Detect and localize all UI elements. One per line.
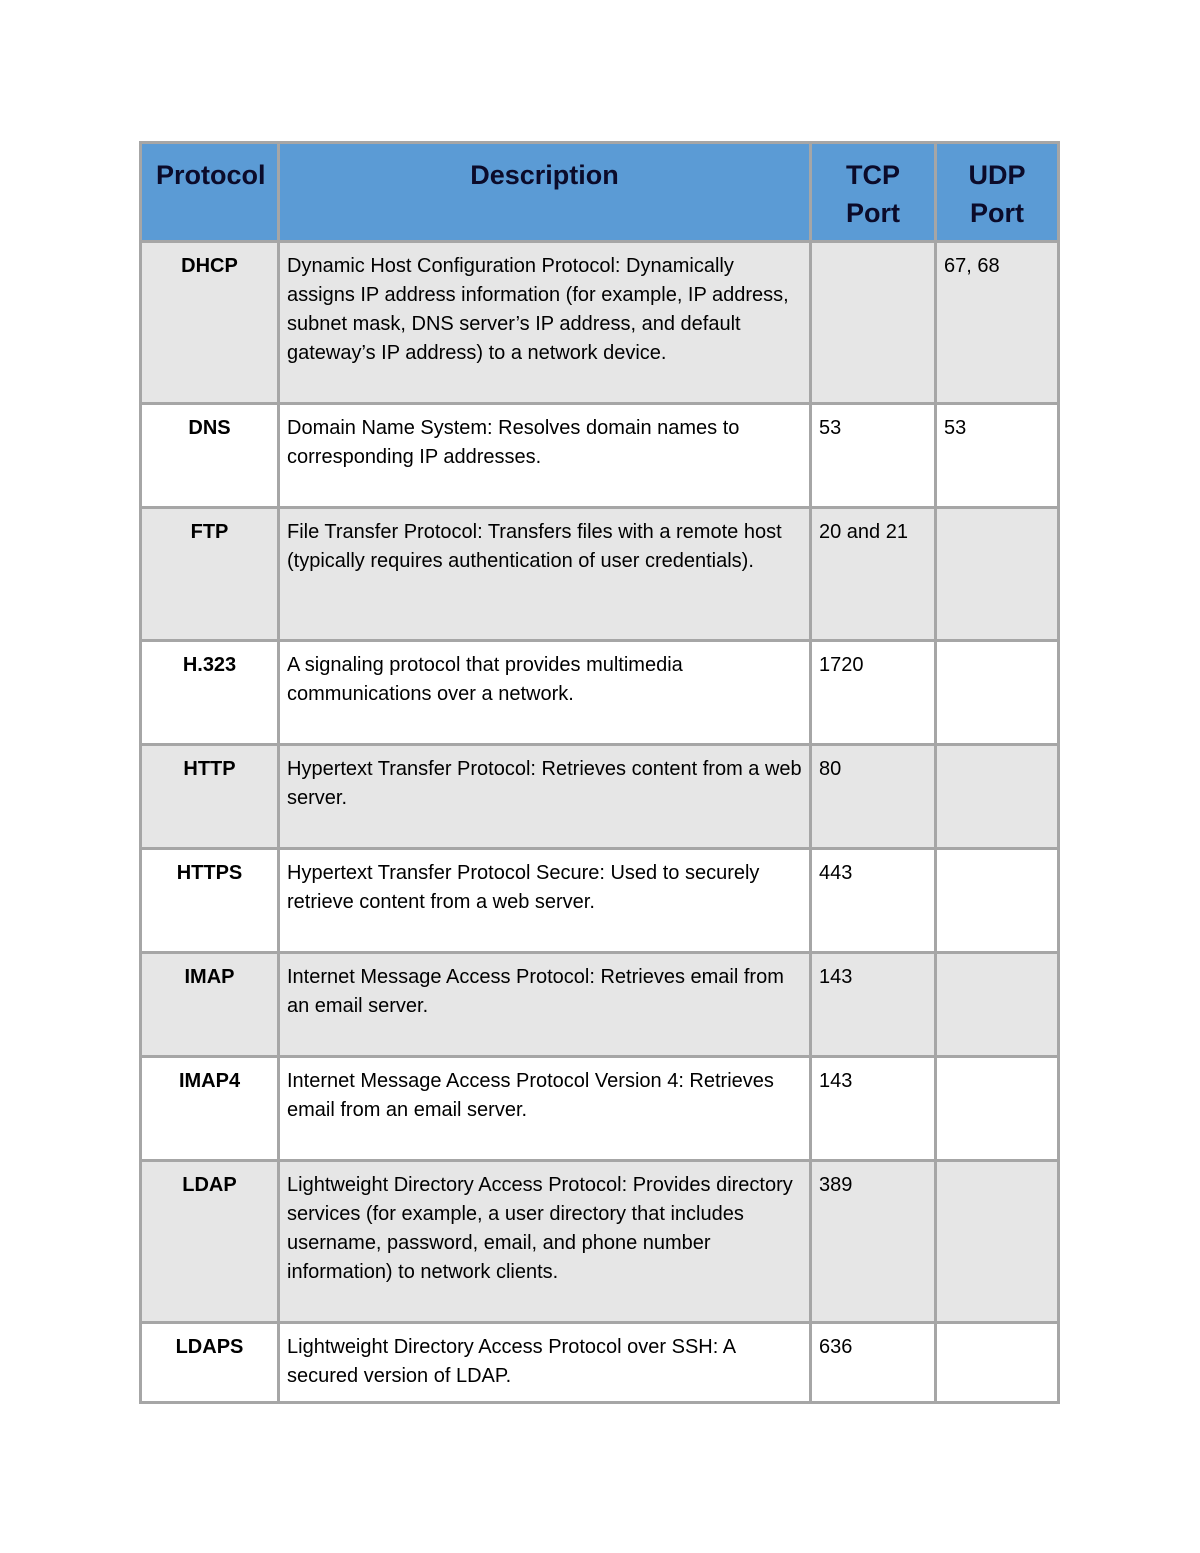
header-tcp-port: [811, 143, 936, 242]
cell-tcp-port: 1720: [811, 641, 936, 745]
cell-tcp-port: 20 and 21: [811, 508, 936, 641]
table-row: [141, 953, 1059, 1057]
table-row: [141, 745, 1059, 849]
cell-protocol: HTTP: [141, 745, 279, 849]
header-protocol: Protocol: [141, 143, 279, 242]
header-description: Description: [279, 143, 811, 242]
cell-description: Internet Message Access Protocol Version 4: Retrieves email from an email server.: [279, 1057, 811, 1161]
cell-protocol: DNS: [141, 404, 279, 508]
cell-description: Domain Name System: Resolves domain names to corresponding IP addresses.: [279, 404, 811, 508]
cell-tcp-port: 443: [811, 849, 936, 953]
cell-protocol: IMAP4: [141, 1057, 279, 1161]
table-row: [141, 849, 1059, 953]
cell-tcp-port: 636: [811, 1323, 936, 1403]
table-row: [141, 508, 1059, 641]
cell-protocol: LDAP: [141, 1161, 279, 1323]
cell-tcp-port: 143: [811, 953, 936, 1057]
cell-protocol: DHCP: [141, 242, 279, 404]
cell-udp-port: [936, 1057, 1059, 1161]
table-row: [141, 404, 1059, 508]
protocol-port-table: [139, 141, 1060, 1404]
cell-description: File Transfer Protocol: Transfers files with a remote host (typically requires authentication of user credentials).: [279, 508, 811, 641]
table-body: [141, 242, 1059, 1403]
cell-tcp-port: 143: [811, 1057, 936, 1161]
cell-protocol: H.323: [141, 641, 279, 745]
cell-description: Hypertext Transfer Protocol: Retrieves content from a web server.: [279, 745, 811, 849]
cell-udp-port: [936, 1161, 1059, 1323]
cell-protocol: LDAPS: [141, 1323, 279, 1403]
table-row: [141, 1057, 1059, 1161]
header-tcp-port-line2: Port: [846, 198, 900, 228]
header-row: [141, 143, 1059, 242]
cell-protocol: IMAP: [141, 953, 279, 1057]
cell-tcp-port: 53: [811, 404, 936, 508]
cell-udp-port: [936, 1323, 1059, 1403]
cell-tcp-port: 389: [811, 1161, 936, 1323]
header-udp-port-line2: Port: [970, 198, 1024, 228]
cell-description: Internet Message Access Protocol: Retrieves email from an email server.: [279, 953, 811, 1057]
cell-description: Lightweight Directory Access Protocol: Provides directory services (for example, a user directory that includes username, password, email, and phone number information) to network clients.: [279, 1161, 811, 1323]
cell-description: Lightweight Directory Access Protocol over SSH: A secured version of LDAP.: [279, 1323, 811, 1403]
cell-description: A signaling protocol that provides multimedia communications over a network.: [279, 641, 811, 745]
table-row: [141, 641, 1059, 745]
table-row: [141, 242, 1059, 404]
table-header: [141, 143, 1059, 242]
cell-tcp-port: 80: [811, 745, 936, 849]
table-row: [141, 1323, 1059, 1403]
cell-udp-port: 67, 68: [936, 242, 1059, 404]
document-page: [139, 141, 1057, 1404]
cell-udp-port: [936, 641, 1059, 745]
cell-tcp-port: [811, 242, 936, 404]
cell-udp-port: [936, 745, 1059, 849]
cell-description: Hypertext Transfer Protocol Secure: Used to securely retrieve content from a web server.: [279, 849, 811, 953]
header-udp-port-line1: UDP: [968, 160, 1026, 190]
cell-udp-port: 53: [936, 404, 1059, 508]
cell-description: Dynamic Host Configuration Protocol: Dynamically assigns IP address information (for example, IP address, subnet mask, DNS server’s IP address, and default gateway’s IP address) to a network device.: [279, 242, 811, 404]
cell-udp-port: [936, 508, 1059, 641]
cell-udp-port: [936, 849, 1059, 953]
cell-protocol: FTP: [141, 508, 279, 641]
cell-udp-port: [936, 953, 1059, 1057]
header-tcp-port-line1: TCP: [846, 160, 900, 190]
header-udp-port: [936, 143, 1059, 242]
table-row: [141, 1161, 1059, 1323]
cell-protocol: HTTPS: [141, 849, 279, 953]
